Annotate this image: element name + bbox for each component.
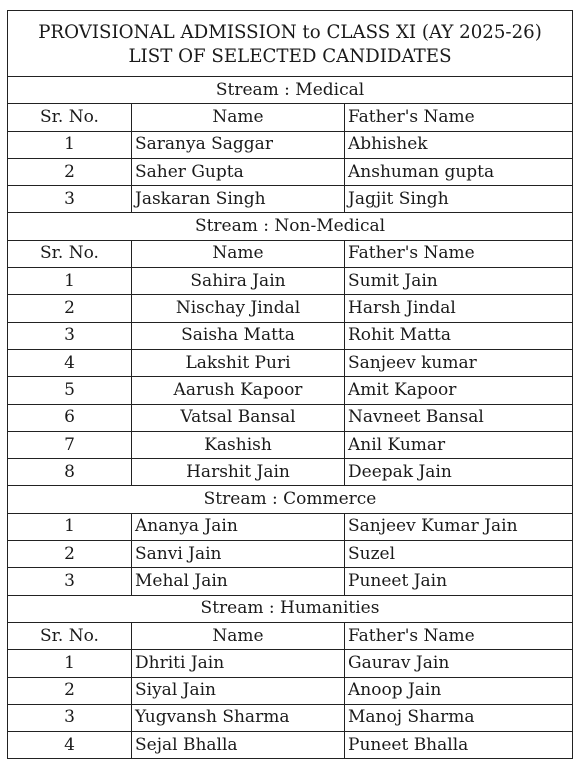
name-cell: Sejal Bhalla xyxy=(132,732,345,759)
name-cell: Harshit Jain xyxy=(132,459,345,486)
sr-no-cell: 1 xyxy=(8,513,132,540)
sr-no-cell: 8 xyxy=(8,459,132,486)
sr-no-cell: 2 xyxy=(8,677,132,704)
sr-no-cell: 7 xyxy=(8,431,132,458)
name-cell: Sahira Jain xyxy=(132,268,345,295)
admission-list-body xyxy=(8,11,573,759)
father-name-cell: Puneet Bhalla xyxy=(345,732,573,759)
sr-no-cell: 4 xyxy=(8,732,132,759)
stream-row xyxy=(8,77,573,104)
column-header-row xyxy=(8,622,573,649)
stream-row xyxy=(8,213,573,240)
name-cell: Lakshit Puri xyxy=(132,349,345,376)
table-row xyxy=(8,732,573,759)
table-row xyxy=(8,404,573,431)
stream-label: Stream : Medical xyxy=(8,77,573,104)
table-row xyxy=(8,268,573,295)
father-name-cell: Anoop Jain xyxy=(345,677,573,704)
sr-no-cell: 4 xyxy=(8,349,132,376)
father-name-cell: Navneet Bansal xyxy=(345,404,573,431)
table-row xyxy=(8,295,573,322)
column-header-row xyxy=(8,104,573,131)
title-line-2: LIST OF SELECTED CANDIDATES xyxy=(128,45,452,67)
name-cell: Saher Gupta xyxy=(132,158,345,185)
sr-no-cell: 2 xyxy=(8,158,132,185)
column-header-father-name: Father's Name xyxy=(345,622,573,649)
table-row xyxy=(8,650,573,677)
stream-row xyxy=(8,595,573,622)
column-header-row xyxy=(8,240,573,267)
table-row xyxy=(8,677,573,704)
father-name-cell: Anshuman gupta xyxy=(345,158,573,185)
admission-list-table xyxy=(7,10,573,759)
sr-no-cell: 1 xyxy=(8,268,132,295)
table-row xyxy=(8,131,573,158)
table-row xyxy=(8,568,573,595)
name-cell: Yugvansh Sharma xyxy=(132,704,345,731)
sr-no-cell: 3 xyxy=(8,322,132,349)
name-cell: Sanvi Jain xyxy=(132,541,345,568)
father-name-cell: Harsh Jindal xyxy=(345,295,573,322)
table-row xyxy=(8,704,573,731)
father-name-cell: Gaurav Jain xyxy=(345,650,573,677)
column-header-name: Name xyxy=(132,240,345,267)
name-cell: Dhriti Jain xyxy=(132,650,345,677)
father-name-cell: Amit Kapoor xyxy=(345,377,573,404)
title-row xyxy=(8,11,573,77)
admission-list-sheet xyxy=(7,10,572,759)
title-line-1: PROVISIONAL ADMISSION to CLASS XI (AY 2025-26) xyxy=(38,21,542,43)
table-row xyxy=(8,459,573,486)
table-row xyxy=(8,186,573,213)
sr-no-cell: 6 xyxy=(8,404,132,431)
sr-no-cell: 2 xyxy=(8,295,132,322)
table-row xyxy=(8,377,573,404)
father-name-cell: Rohit Matta xyxy=(345,322,573,349)
stream-row xyxy=(8,486,573,513)
column-header-name: Name xyxy=(132,104,345,131)
father-name-cell: Sumit Jain xyxy=(345,268,573,295)
column-header-father-name: Father's Name xyxy=(345,240,573,267)
table-row xyxy=(8,349,573,376)
name-cell: Ananya Jain xyxy=(132,513,345,540)
column-header-sr-no: Sr. No. xyxy=(8,104,132,131)
name-cell: Saisha Matta xyxy=(132,322,345,349)
sr-no-cell: 3 xyxy=(8,568,132,595)
name-cell: Vatsal Bansal xyxy=(132,404,345,431)
table-row xyxy=(8,513,573,540)
sr-no-cell: 5 xyxy=(8,377,132,404)
name-cell: Kashish xyxy=(132,431,345,458)
sr-no-cell: 2 xyxy=(8,541,132,568)
table-row xyxy=(8,158,573,185)
father-name-cell: Sanjeev kumar xyxy=(345,349,573,376)
document-title xyxy=(8,11,573,77)
sr-no-cell: 1 xyxy=(8,131,132,158)
column-header-sr-no: Sr. No. xyxy=(8,240,132,267)
stream-label: Stream : Non-Medical xyxy=(8,213,573,240)
table-row xyxy=(8,541,573,568)
father-name-cell: Suzel xyxy=(345,541,573,568)
father-name-cell: Manoj Sharma xyxy=(345,704,573,731)
name-cell: Nischay Jindal xyxy=(132,295,345,322)
father-name-cell: Jagjit Singh xyxy=(345,186,573,213)
father-name-cell: Anil Kumar xyxy=(345,431,573,458)
column-header-name: Name xyxy=(132,622,345,649)
sr-no-cell: 3 xyxy=(8,186,132,213)
name-cell: Mehal Jain xyxy=(132,568,345,595)
name-cell: Jaskaran Singh xyxy=(132,186,345,213)
father-name-cell: Abhishek xyxy=(345,131,573,158)
father-name-cell: Puneet Jain xyxy=(345,568,573,595)
father-name-cell: Sanjeev Kumar Jain xyxy=(345,513,573,540)
sr-no-cell: 3 xyxy=(8,704,132,731)
stream-label: Stream : Commerce xyxy=(8,486,573,513)
stream-label: Stream : Humanities xyxy=(8,595,573,622)
table-row xyxy=(8,431,573,458)
table-row xyxy=(8,322,573,349)
column-header-sr-no: Sr. No. xyxy=(8,622,132,649)
name-cell: Saranya Saggar xyxy=(132,131,345,158)
father-name-cell: Deepak Jain xyxy=(345,459,573,486)
name-cell: Aarush Kapoor xyxy=(132,377,345,404)
sr-no-cell: 1 xyxy=(8,650,132,677)
column-header-father-name: Father's Name xyxy=(345,104,573,131)
name-cell: Siyal Jain xyxy=(132,677,345,704)
